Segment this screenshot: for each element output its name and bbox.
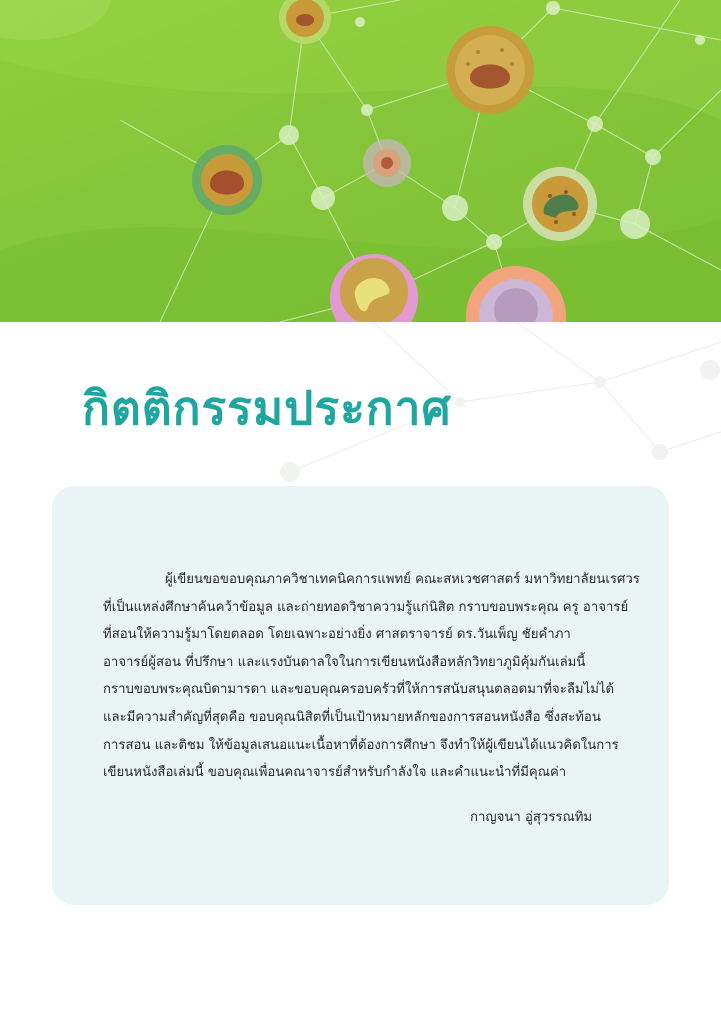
paragraph-line: และมีความสำคัญที่สุดคือ ขอบคุณนิสิตที่เป็นเป้าหมายหลักของการสอนหนังสือ ซึ่งสะท้อน — [103, 709, 601, 725]
paragraph-line: ที่สอนให้ความรู้มาโดยตลอด โดยเฉพาะอย่างยิ่ง ศาสตราจารย์ ดร.วันเพ็ญ ชัยคำภา — [103, 627, 571, 643]
paragraph-line: อาจารย์ผู้สอน ที่ปรึกษา และแรงบันดาลใจในการเขียนหนังสือหลักวิทยาภูมิคุ้มกันเล่มนี้ — [103, 654, 586, 670]
page-title: กิตติกรรมประกาศ — [82, 381, 452, 435]
paragraph-line: การสอน และติชม ให้ข้อมูลเสนอแนะเนื้อหาที่ต้องการศึกษา จึงทำให้ผู้เขียนได้แนวคิดในการ — [103, 737, 619, 753]
paragraph-line: ที่เป็นแหล่งศึกษาค้นคว้าข้อมูล และถ่ายทอดวิชาความรู้แก่นิสิต กราบขอบพระคุณ ครู อาจารย์ — [103, 599, 629, 615]
paragraph-line: เขียนหนังสือเล่มนี้ ขอบคุณเพื่อนคณาจารย์สำหรับกำลังใจ และคำแนะนำที่มีคุณค่า — [103, 765, 567, 781]
acknowledgement-paragraph — [103, 566, 640, 787]
header-banner — [0, 0, 721, 322]
author-signature: กาญจนา อู่สุวรรณทิม — [470, 810, 593, 825]
cell-network-illustration — [0, 0, 721, 322]
paragraph-line: กราบขอบพระคุณบิดามารดา และขอบคุณครอบครัวที่ให้การสนับสนุนตลอดมาที่จะลืมไม่ได้ — [103, 682, 615, 698]
paragraph-line: ผู้เขียนขอขอบคุณภาควิชาเทคนิคการแพทย์ คณะสหเวชศาสตร์ มหาวิทยาลัยนเรศวร — [165, 572, 640, 587]
